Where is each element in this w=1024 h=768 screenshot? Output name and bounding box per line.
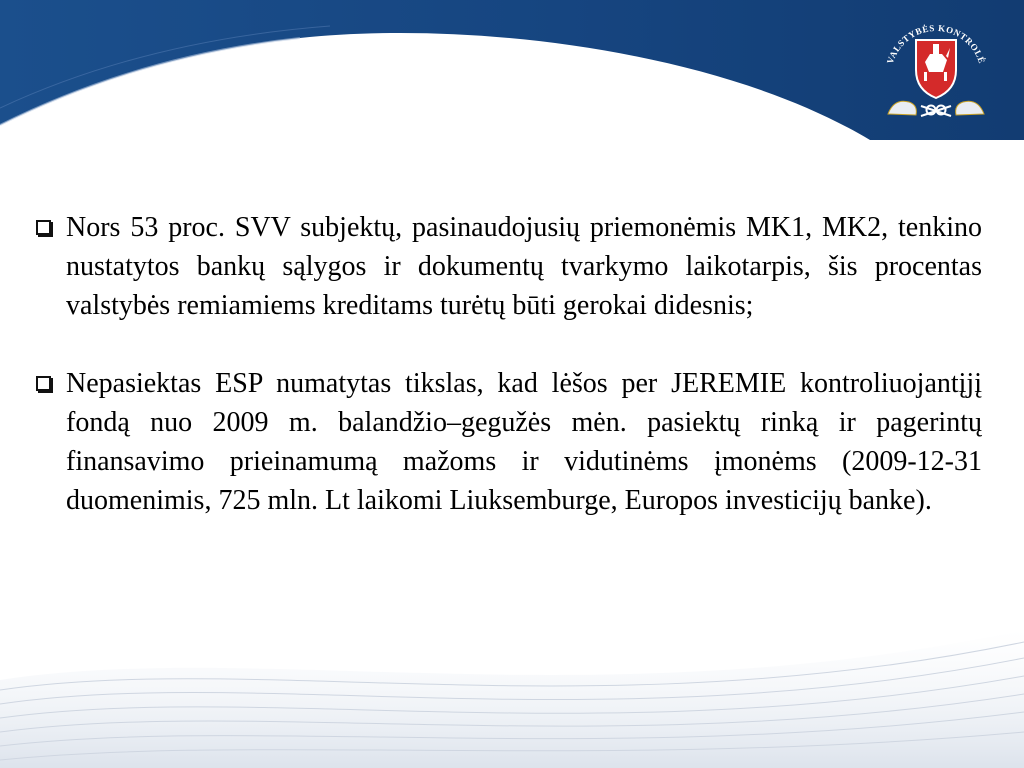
- emblem-lettering: VALSTYBĖS KONTROLĖ: [884, 22, 988, 65]
- footer-wave-decoration: [0, 600, 1024, 768]
- bullet-item: [36, 208, 982, 325]
- content-area: [36, 208, 982, 520]
- checkbox-bullet-icon: [36, 220, 51, 235]
- state-audit-emblem: [876, 10, 996, 125]
- header-banner: [0, 0, 1024, 150]
- bullet-text: Nors 53 proc. SVV subjektų, pasinaudojusių priemonėmis MK1, MK2, tenkino nustatytos bankų sąlygos ir dokumentų tvarkymo laikotarpis, šis procentas valstybės remiamiems kreditams turėtų būti gerokai didesnis;: [66, 212, 982, 321]
- bullet-text: Nepasiektas ESP numatytas tikslas, kad lėšos per JEREMIE kontroliuojantįjį fondą nuo 2009 m. balandžio–gegužės mėn. pasiektų rinką ir pagerintų finansavimo prieinamumą mažoms ir vidutinėms įmonėms (2009-12-31 duomenimis, 725 mln. Lt laikomi Liuksemburge, Europos investicijų banke).: [66, 368, 982, 516]
- checkbox-bullet-icon: [36, 376, 51, 391]
- bullet-item: [36, 364, 982, 520]
